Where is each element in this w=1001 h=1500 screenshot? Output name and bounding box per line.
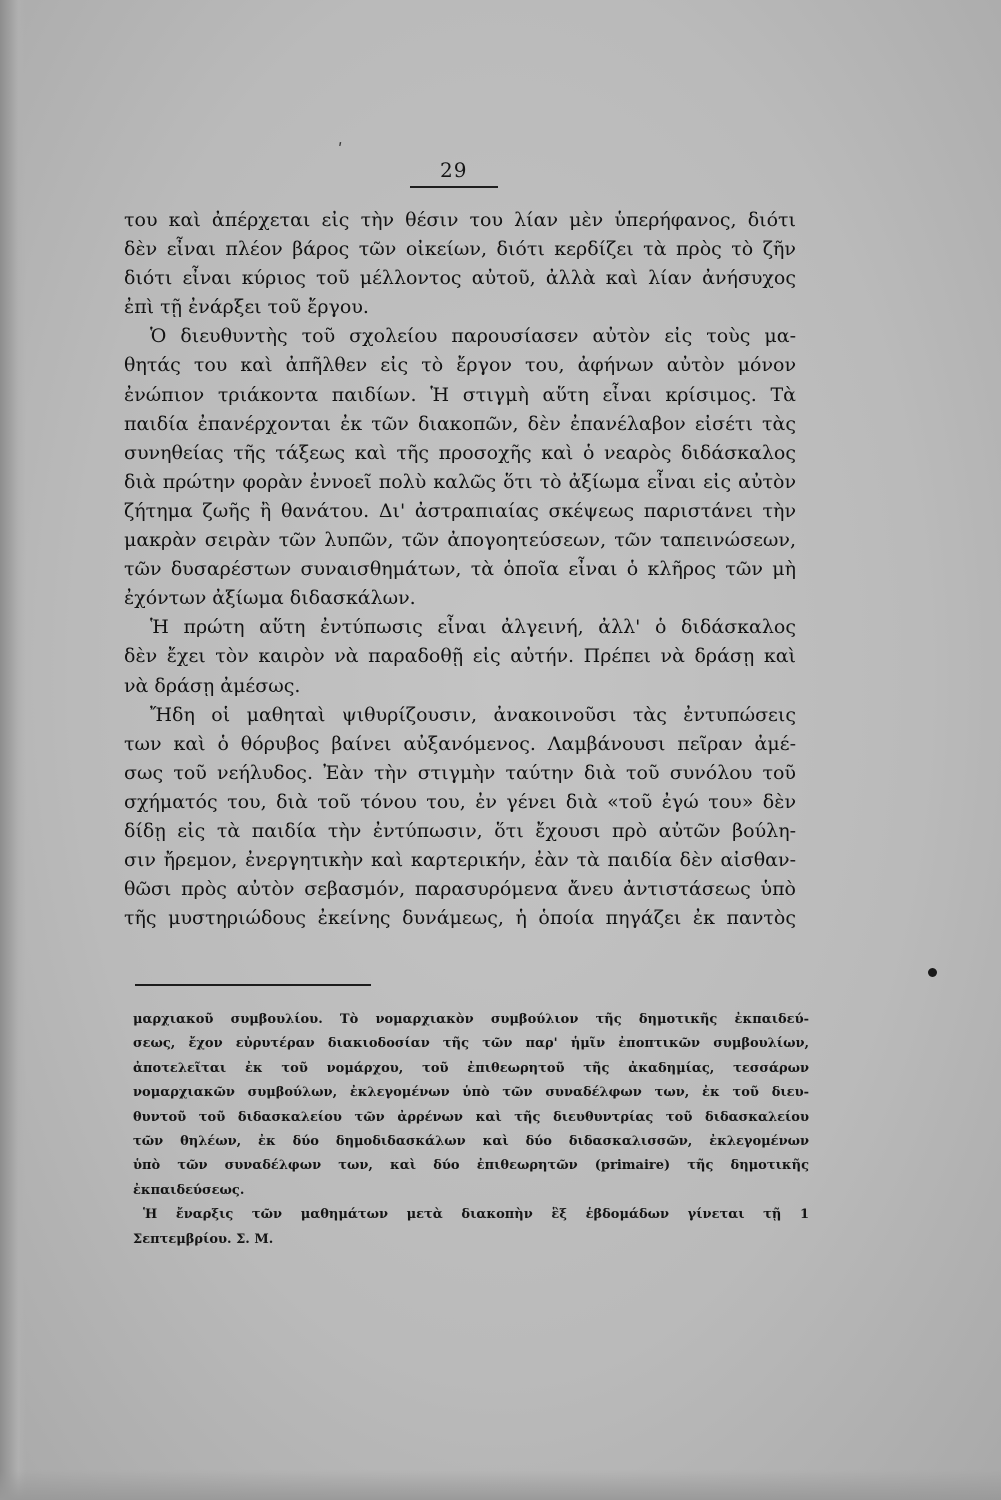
body-line: συνηθείας τῆς τάξεως καὶ τῆς προσοχῆς καὶ ὁ νεαρὸς διδάσκαλος <box>124 441 796 464</box>
spine-shadow <box>0 0 26 1500</box>
ink-blot <box>928 968 937 977</box>
footnote-line: θυντοῦ τοῦ διδασκαλείου τῶν ἀρρένων καὶ τῆς διευθυντρίας τοῦ διδασκαλείου <box>133 1109 809 1125</box>
body-line: Ἡ πρώτη αὕτη ἐντύπωσις εἶναι ἀλγεινή, ἀλλ' ὁ διδάσκαλος <box>150 616 796 639</box>
body-line: διὰ πρώτην φορὰν ἐννοεῖ πολὺ καλῶς ὅτι τὸ ἀξίωμα εἶναι εἰς αὐτὸν <box>124 470 796 493</box>
body-line: θητάς του καὶ ἀπῆλθεν εἰς τὸ ἔργον του, ἀφήνων αὐτὸν μόνον <box>124 354 796 377</box>
body-line: παιδία ἐπανέρχονται ἐκ τῶν διακοπῶν, δὲν ἐπανέλαβον εἰσέτι τὰς <box>124 412 796 435</box>
bottom-edge-shadow <box>0 1470 1001 1500</box>
body-line: μακρὰν σειρὰν τῶν λυπῶν, τῶν ἀπογοητεύσεων, τῶν ταπεινώσεων, <box>124 529 796 552</box>
body-line: δίδῃ εἰς τὰ παιδία τὴν ἐντύπωσιν, ὅτι ἔχουσι πρὸ αὐτῶν βούλη- <box>124 819 796 842</box>
body-line: σως τοῦ νεήλυδος. Ἐὰν τὴν στιγμὴν ταύτην διὰ τοῦ συνόλου τοῦ <box>124 761 796 784</box>
body-text <box>124 206 796 933</box>
body-line: του καὶ ἀπέρχεται εἰς τὴν θέσιν του λίαν μὲν ὑπερήφανος, διότι <box>124 209 796 231</box>
footnote-line: μαρχιακοῦ συμβουλίου. Τὸ νομαρχιακὸν συμβούλιον τῆς δημοτικῆς ἐκπαιδεύ- <box>133 1012 809 1027</box>
stray-mark: ʹ <box>338 140 343 159</box>
footnote-line: νομαρχιακῶν συμβούλων, ἐκλεγομένων ὑπὸ τῶν συναδέλφων των, ἐκ τοῦ διευ- <box>133 1085 809 1101</box>
footnote-separator <box>135 984 371 986</box>
body-line: Ὁ διευθυντὴς τοῦ σχολείου παρουσίασεν αὐτὸν εἰς τοὺς μα- <box>150 325 796 348</box>
body-line: θῶσι πρὸς αὐτὸν σεβασμόν, παρασυρόμενα ἄνευ ἀντιστάσεως ὑπὸ <box>124 878 796 901</box>
page-number: 29 <box>440 158 468 182</box>
footnote-line: ἀποτελεῖται ἐκ τοῦ νομάρχου, τοῦ ἐπιθεωρητοῦ τῆς ἀκαδημίας, τεσσάρων <box>133 1060 809 1076</box>
footnote-line: ὑπὸ τῶν συναδέλφων των, καὶ δύο ἐπιθεωρητῶν (primaire) τῆς δημοτικῆς <box>133 1158 809 1174</box>
body-line: νὰ δράσῃ ἀμέσως. <box>124 674 301 697</box>
footnote-line: ἐκπαιδεύσεως. <box>133 1182 245 1198</box>
body-line: τῆς μυστηριώδους ἐκείνης δυνάμεως, ἡ ὁποία πηγάζει ἐκ παντὸς <box>124 907 796 930</box>
body-line: δὲν εἶναι πλέον βάρος τῶν οἰκείων, διότι κερδίζει τὰ πρὸς τὸ ζῆν <box>124 238 796 261</box>
body-line: Ἤδη οἱ μαθηταὶ ψιθυρίζουσιν, ἀνακοινοῦσι τὰς ἐντυπώσεις <box>150 703 796 726</box>
footnote-block <box>133 1008 809 1252</box>
footnote-line: τῶν θηλέων, ἐκ δύο δημοδιδασκάλων καὶ δύο διδασκαλισσῶν, ἐκλεγομένων <box>133 1133 809 1149</box>
body-line: ἐπὶ τῇ ἐνάρξει τοῦ ἔργου. <box>124 296 369 319</box>
body-line: σχήματός του, διὰ τοῦ τόνου του, ἐν γένει διὰ «τοῦ ἐγώ του» δὲν <box>124 790 796 813</box>
body-line: δὲν ἔχει τὸν καιρὸν νὰ παραδοθῇ εἰς αὐτήν. Πρέπει νὰ δράσῃ καὶ <box>124 645 796 668</box>
body-line: ἐνώπιον τριάκοντα παιδίων. Ἡ στιγμὴ αὕτη εἶναι κρίσιμος. Τὰ <box>124 383 796 406</box>
footnote-line: Σεπτεμβρίου. Σ. Μ. <box>133 1231 274 1247</box>
footnote-line: Ἡ ἔναρξις τῶν μαθημάτων μετὰ διακοπὴν ἓξ ἑβδομάδων γίνεται τῇ 1 <box>143 1207 809 1223</box>
body-line: σιν ἤρεμον, ἐνεργητικὴν καὶ καρτερικήν, ἐὰν τὰ παιδία δὲν αἰσθαν- <box>124 849 796 872</box>
body-line: τῶν δυσαρέστων συναισθημάτων, τὰ ὁποῖα εἶναι ὁ κλῆρος τῶν μὴ <box>124 558 796 581</box>
page-number-underline <box>410 186 498 188</box>
footnote-line: σεως, ἔχον εὐρυτέραν διακιοδοσίαν τῆς τῶν παρ' ἡμῖν ἐποπτικῶν συμβουλίων, <box>133 1036 809 1052</box>
body-line: ἐχόντων ἀξίωμα διδασκάλων. <box>124 587 416 610</box>
body-line: των καὶ ὁ θόρυβος βαίνει αὐξανόμενος. Λαμβάνουσι πεῖραν ἀμέ- <box>124 732 796 755</box>
body-line: ζήτημα ζωῆς ἢ θανάτου. Δι' ἀστραπιαίας σκέψεως παριστάνει τὴν <box>124 499 796 522</box>
body-line: διότι εἶναι κύριος τοῦ μέλλοντος αὐτοῦ, ἀλλὰ καὶ λίαν ἀνήσυχος <box>124 267 796 290</box>
